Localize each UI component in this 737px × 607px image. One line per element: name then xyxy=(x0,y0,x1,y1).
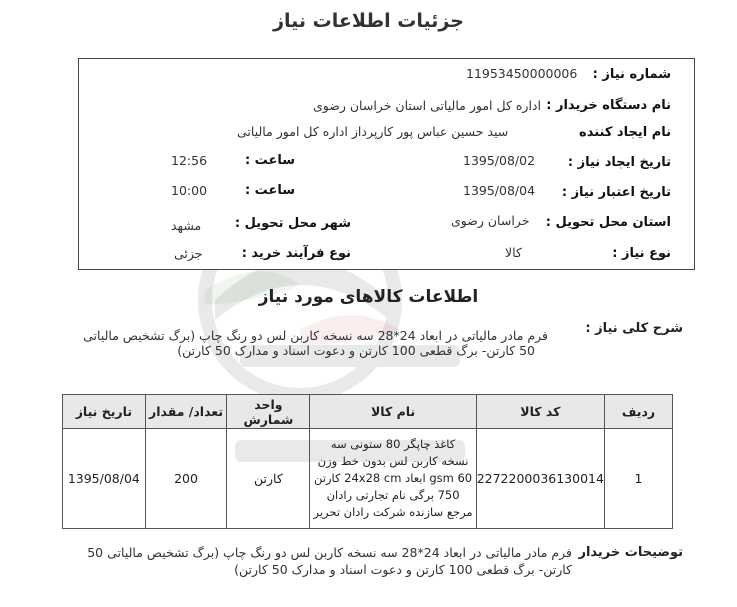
need-type-value: کالا xyxy=(505,245,522,260)
buyer-notes-label: توضیحات خریدار xyxy=(578,545,683,560)
cell-name xyxy=(310,429,476,529)
created-time-label: ساعت : xyxy=(244,153,295,168)
province-label: استان محل تحویل : xyxy=(545,215,671,230)
validity-time-label: ساعت : xyxy=(244,183,295,198)
cell-name-line: 750 برگی نام تجارتی رادان xyxy=(326,488,460,502)
goods-table-header xyxy=(63,395,673,429)
general-desc-line2: 50 کارتن- برگ قطعی 100 کارتن و دعوت اسناد و مدارک 50 کارتن) xyxy=(177,343,535,358)
col-header-date: تاریخ نیاز xyxy=(63,395,146,429)
col-header-code: کد کالا xyxy=(476,395,604,429)
cell-row: 1 xyxy=(604,429,672,529)
page-title: جزئیات اطلاعات نیاز xyxy=(273,10,464,32)
validity-date-value: 1395/08/04 xyxy=(463,183,536,198)
table-row xyxy=(63,429,673,529)
created-date-value: 1395/08/02 xyxy=(463,153,536,168)
col-header-row: ردیف xyxy=(604,395,672,429)
need-type-label: نوع نیاز : xyxy=(612,246,671,261)
cell-name-line: کاغذ چاپگر 80 ستونی سه xyxy=(330,437,456,451)
province-value: خراسان رضوی xyxy=(451,213,530,228)
goods-table xyxy=(62,394,673,529)
cell-code: 2272200036130014 xyxy=(476,429,604,529)
cell-qty: 200 xyxy=(145,429,227,529)
general-desc-line1: فرم مادر مالیاتی در ابعاد 24*28 سه نسخه کاربن لس دو رنگ چاپ (برگ تشخیص مالیاتی xyxy=(83,328,548,343)
validity-date-label: تاریخ اعتبار نیاز : xyxy=(561,185,671,200)
validity-time-value: 10:00 xyxy=(171,183,208,198)
buyer-org-value: اداره کل امور مالیاتی استان خراسان رضوی xyxy=(313,98,541,113)
created-time-value: 12:56 xyxy=(171,153,208,168)
cell-unit: کارتن xyxy=(227,429,310,529)
process-label: نوع فرآیند خرید : xyxy=(241,246,351,261)
created-date-label: تاریخ ایجاد نیاز : xyxy=(567,155,671,170)
need-number-value: 11953450000006 xyxy=(466,66,578,81)
cell-name-line: مرجع سازنده شرکت رادان تحریر xyxy=(313,505,473,519)
buyer-notes-line1: فرم مادر مالیاتی در ابعاد 24*28 سه نسخه کاربن لس دو رنگ چاپ (برگ تشخیص مالیاتی 50 xyxy=(87,545,572,560)
cell-name-line: نسخه کاربن لس بدون خط وزن xyxy=(317,454,469,468)
process-value: جزئی xyxy=(174,246,203,261)
city-label: شهر محل تحویل : xyxy=(234,216,351,231)
cell-date: 1395/08/04 xyxy=(63,429,146,529)
cell-name-line: 60 gsm ابعاد 24x28 cm کارتن xyxy=(314,471,473,485)
city-value: مشهد xyxy=(171,218,202,233)
buyer-notes-line2: کارتن- برگ قطعی 100 کارتن و دعوت اسناد و مدارک 50 کارتن) xyxy=(234,562,572,577)
buyer-org-label: نام دستگاه خریدار : xyxy=(546,98,671,113)
general-desc-label: شرح کلی نیاز : xyxy=(585,321,683,336)
creator-label: نام ایجاد کننده xyxy=(579,125,671,140)
col-header-qty: تعداد/ مقدار xyxy=(145,395,227,429)
col-header-name: نام کالا xyxy=(310,395,476,429)
creator-value: سید حسین عباس پور کارپرداز اداره کل امور مالیاتی xyxy=(237,124,509,139)
col-header-unit: واحد شمارش xyxy=(227,395,310,429)
buyer-notes-text xyxy=(82,544,572,578)
need-number-label: شماره نیاز : xyxy=(592,67,671,82)
goods-section-title: اطلاعات کالاهای مورد نیاز xyxy=(258,287,479,307)
